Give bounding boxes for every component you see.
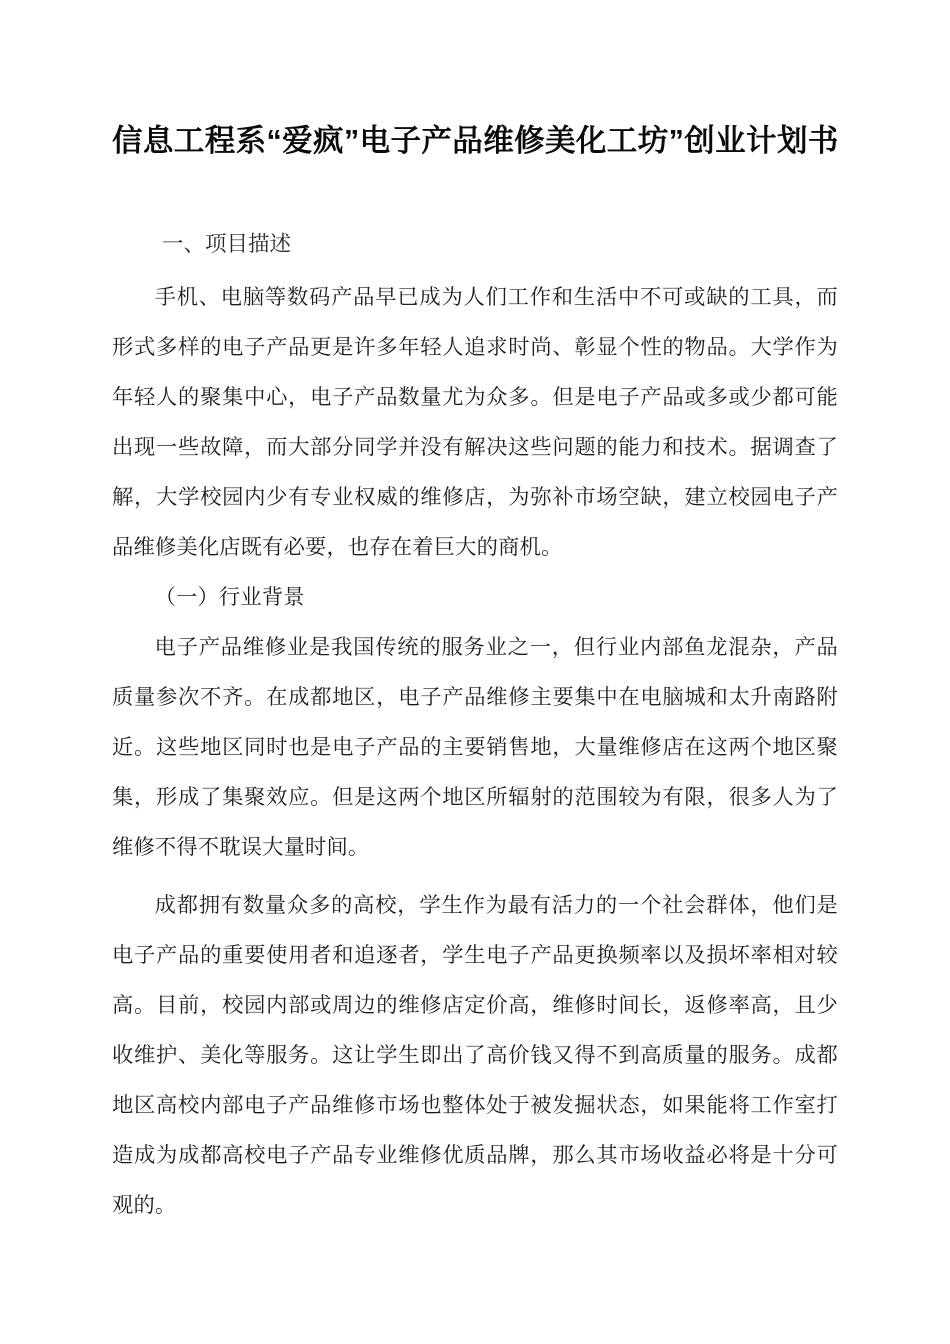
paragraph-project-overview: 手机、电脑等数码产品早已成为人们工作和生活中不可或缺的工具，而形式多样的电子产品更是许多年轻人追求时尚、彰显个性的物品。大学作为年轻人的聚集中心，电子产品数量尤为众多。但是电子产品或多或少都可能出现一些故障，而大部分同学并没有解决这些问题的能力和技术。据调查了解，大学校园内少有专业权威的维修店，为弥补市场空缺，建立校园电子产品维修美化店既有必要，也存在着巨大的商机。 <box>112 285 838 559</box>
document-body <box>112 272 838 1230</box>
page-title: 信息工程系“爱疯”电子产品维修美化工坊”创业计划书 <box>112 124 839 158</box>
paragraph-spacer <box>112 872 838 880</box>
section-heading-project-description: 一、项目描述 <box>162 232 292 256</box>
paragraph-chengdu-campus-market: 成都拥有数量众多的高校，学生作为最有活力的一个社会群体，他们是电子产品的重要使用者和追逐者，学生电子产品更换频率以及损坏率相对较高。目前，校园内部或周边的维修店定价高，维修时间长，返修率高，且少收维护、美化等服务。这让学生即出了高价钱又得不到高质量的服务。成都地区高校内部电子产品维修市场也整体处于被发掘状态，如果能将工作室打造成为成都高校电子产品专业维修优质品牌，那么其市场收益必将是十分可观的。 <box>112 893 838 1217</box>
subsection-heading-industry-background: （一）行业背景 <box>154 585 305 609</box>
paragraph-industry-background: 电子产品维修业是我国传统的服务业之一，但行业内部鱼龙混杂，产品质量参次不齐。在成都地区，电子产品维修主要集中在电脑城和太升南路附近。这些地区同时也是电子产品的主要销售地，大量维修店在这两个地区聚集，形成了集聚效应。但是这两个地区所辐射的范围较为有限，很多人为了维修不得不耽误大量时间。 <box>112 635 838 859</box>
